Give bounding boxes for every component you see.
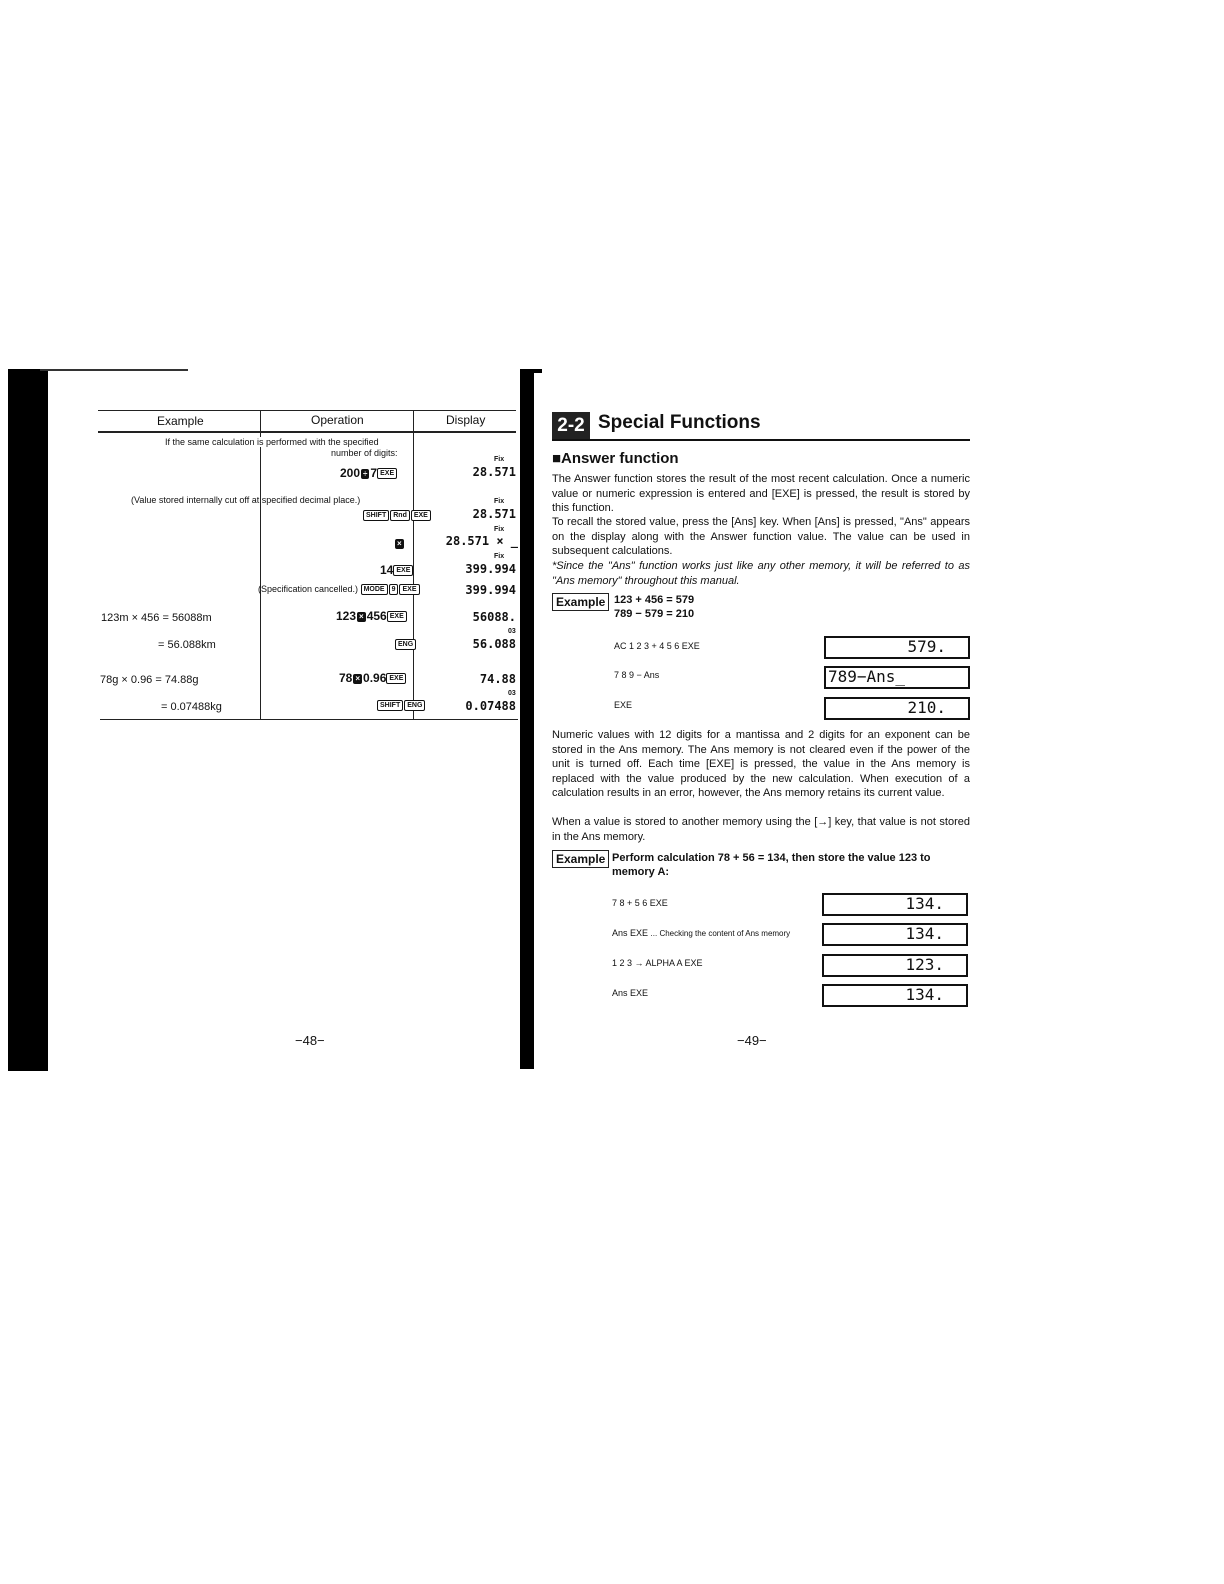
row4-display: 399.994: [465, 562, 516, 576]
row1-num2: 7: [370, 466, 378, 480]
eng-key: ENG: [395, 639, 416, 650]
example2-display-3: 123.: [822, 954, 968, 977]
table-top-rule: [98, 410, 516, 411]
paragraph-ans-memory-capacity: Numeric values with 12 digits for a mantissa and 2 digits for an exponent can be stored in the Ans memory. The Ans memory is not cleared even if the power of the unit is turned off. Each time [EXE] is pressed, the value in the Ans memory is replaced with the value produced by the new calculation. When execution of a calculation results in an error, however, the Ans memory retains its current value.: [552, 729, 970, 799]
row1-fix-indicator: Fix: [494, 456, 505, 463]
row6-num2: 456: [366, 609, 387, 623]
section-title: Special Functions: [598, 412, 761, 433]
example2-keys-row4: Ans EXE: [612, 988, 649, 998]
row4-num: 14: [380, 563, 394, 577]
row2-display: 28.571: [472, 507, 516, 521]
example1-display-1: 579.: [824, 636, 970, 659]
row2-fix-indicator: Fix: [494, 498, 505, 505]
left-page-number: −48−: [295, 1033, 325, 1048]
book-spine-cap: [520, 369, 542, 373]
table-bottom-rule: [100, 719, 518, 720]
paragraph-answer-intro: The Answer function stores the result of the most recent calculation. Once a numeric value or numeric expression is entered and [EXE] is pressed, the result is stored by this function.: [552, 473, 970, 514]
exe-key: EXE: [393, 565, 413, 576]
left-scan-edge: [8, 369, 48, 1071]
example1-label: Example: [552, 593, 609, 611]
example1-line2: 789 − 579 = 210: [614, 608, 695, 620]
row6-display: 56088.: [472, 610, 516, 624]
book-spine: [520, 369, 534, 1069]
example2-text: Perform calculation 78 + 56 = 134, then store the value 123 to memory A:: [612, 852, 931, 878]
shift-key: SHIFT: [363, 510, 389, 521]
row8-num2: 0.96: [363, 671, 387, 685]
example2-display-2: 134.: [822, 923, 968, 946]
row9-display: 0.07488: [465, 699, 516, 713]
example2-keys-row1: 7 8 + 5 6 EXE: [612, 898, 668, 908]
row5-note: (Specification cancelled.): [258, 584, 359, 594]
times-key: ×: [397, 538, 402, 548]
row7-example: = 56.088km: [158, 639, 216, 651]
example1-display-3: 210.: [824, 697, 970, 720]
header-display: Display: [446, 413, 486, 427]
row8-num1: 78: [339, 671, 353, 685]
row6-example: 123m × 456 = 56088m: [101, 612, 212, 624]
row9-exponent: 03: [508, 690, 516, 697]
row1-operation: [340, 466, 398, 480]
example2-keys-row3: 1 2 3 → ALPHA A EXE: [612, 958, 703, 968]
paragraph-store-note: When a value is stored to another memory using the [→] key, that value is not stored in the Ans memory.: [552, 816, 970, 843]
exe-key: EXE: [377, 468, 397, 479]
exe-key: EXE: [386, 673, 406, 684]
mode-key: MODE: [361, 584, 388, 595]
example2-note: ... Checking the content of Ans memory: [650, 929, 791, 938]
row9-example: = 0.07488kg: [161, 701, 222, 713]
example1-line1: 123 + 456 = 579: [614, 594, 695, 606]
note-value-stored: (Value stored internally cut off at specified decimal place.): [131, 495, 361, 505]
row3-fix-indicator: Fix: [494, 526, 505, 533]
shift-key: SHIFT: [377, 700, 403, 711]
top-edge-line: [40, 369, 188, 371]
note-same-calculation: If the same calculation is performed with the specified: [165, 437, 379, 447]
row6-operation: [336, 609, 408, 623]
example1-display-2: 789−Ans_: [824, 666, 970, 689]
rnd-key: Rnd: [390, 510, 410, 521]
row8-display: 74.88: [479, 672, 516, 686]
header-operation: Operation: [311, 413, 364, 427]
row7-display: 56.088: [472, 637, 516, 651]
subheading-answer-function: ■Answer function: [552, 450, 679, 467]
example2-label: Example: [552, 850, 609, 868]
times-key: ×: [355, 673, 361, 683]
divide-key: ÷: [363, 468, 368, 478]
example2-keys-row2: [612, 928, 790, 938]
example1-keys-row3: EXE: [614, 700, 633, 710]
row7-operation: [395, 637, 417, 651]
exe-key: EXE: [399, 584, 419, 595]
example2-keys-row2-keys: Ans EXE: [612, 928, 649, 938]
table-col-divider-1: [260, 410, 261, 719]
row4-fix-indicator: Fix: [494, 553, 505, 560]
example1-keys-row2: 7 8 9 − Ans: [614, 670, 660, 680]
section-rule: [552, 439, 970, 441]
note-number-of-digits: number of digits:: [331, 448, 398, 458]
example2-display-1: 134.: [822, 893, 968, 916]
row7-exponent: 03: [508, 628, 516, 635]
row6-num1: 123: [336, 609, 357, 623]
example1-keys-row1: AC 1 2 3 + 4 5 6 EXE: [614, 641, 700, 651]
row2-operation: [363, 508, 432, 522]
row8-example: 78g × 0.96 = 74.88g: [100, 674, 199, 686]
row5-operation: [258, 584, 421, 595]
row3-display: 28.571 × _: [445, 534, 518, 548]
row3-operation: [394, 536, 405, 550]
row1-display: 28.571: [472, 465, 516, 479]
eng-key: ENG: [404, 700, 425, 711]
paragraph-ans-memory-note: *Since the "Ans" function works just like any other memory, it will be referred to as "Ans memory" throughout this manual.: [552, 560, 970, 587]
example2-display-4: 134.: [822, 984, 968, 1007]
header-example: Example: [157, 414, 204, 428]
row4-operation: [380, 563, 414, 577]
times-key: ×: [359, 611, 364, 621]
row5-display: 399.994: [465, 583, 516, 597]
section-number-badge: 2-2: [552, 412, 590, 439]
table-header-rule: [98, 431, 516, 433]
nine-key: 9: [389, 584, 399, 595]
row9-operation: [377, 698, 426, 712]
row8-operation: [339, 671, 407, 685]
row1-num1: 200: [340, 466, 361, 480]
right-page-number: −49−: [737, 1033, 767, 1048]
exe-key: EXE: [387, 611, 407, 622]
paragraph-recall: To recall the stored value, press the [Ans] key. When [Ans] is pressed, "Ans" appears on the display along with the Answer function value. The value can be used in subsequent calculations.: [552, 516, 970, 557]
exe-key: EXE: [411, 510, 431, 521]
